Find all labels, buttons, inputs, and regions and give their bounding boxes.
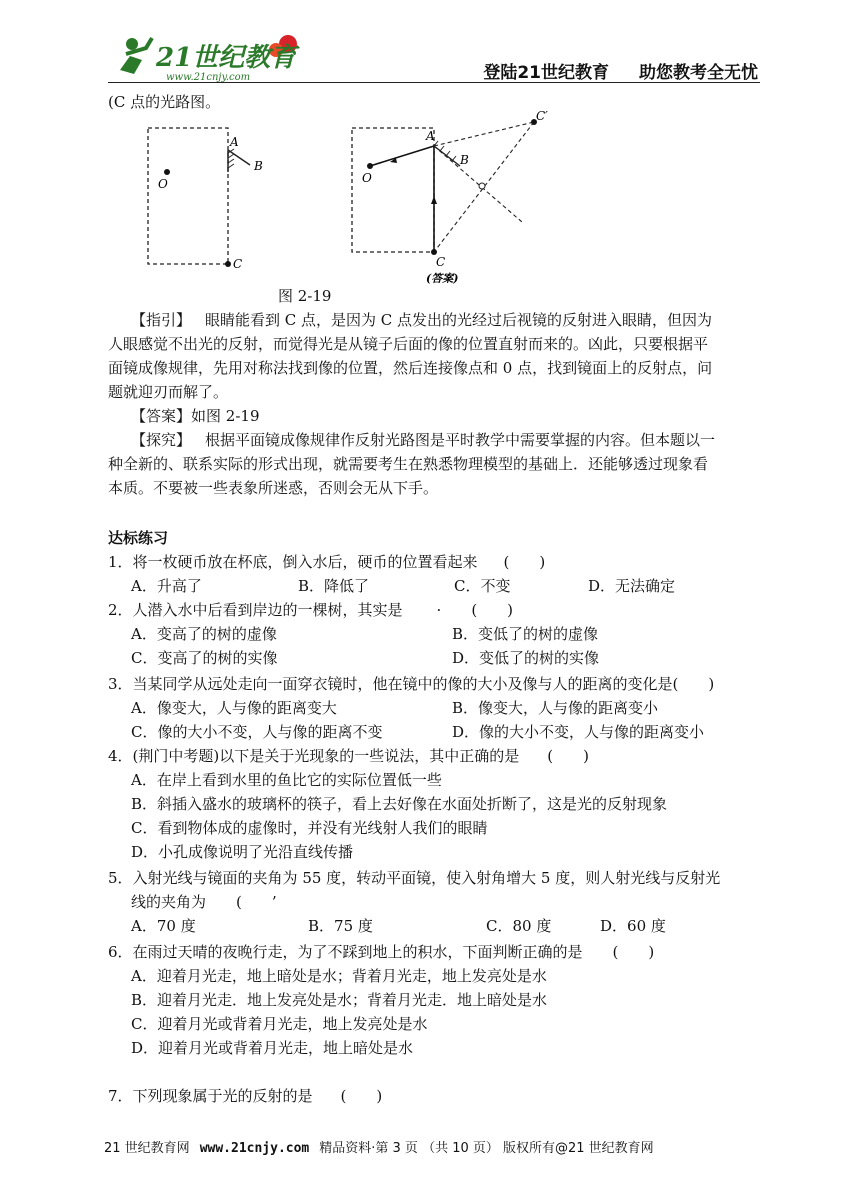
label-a-left: A — [230, 135, 239, 149]
slogan-left: 登陆21世纪教育 — [483, 63, 609, 83]
q6-option-d: D．迎着月光或背着月光走，地上暗处是水 — [131, 1039, 414, 1057]
q3-option-a: A．像变大，人与像的距离变大 — [131, 699, 337, 717]
intro-line: (C 点的光路图。 — [108, 93, 221, 111]
header-divider — [108, 82, 760, 83]
q2-stem: 2．人潜入水中后看到岸边的一棵树，其实是 · ( ) — [108, 601, 514, 619]
explore-line-3: 本质。不要被一些表象所迷惑，否则会无从下手。 — [108, 479, 439, 497]
q4-option-c: C．看到物体成的虚像时，并没有光线射人我们的眼睛 — [131, 819, 488, 837]
point-o-right — [367, 163, 373, 169]
figure-caption: 图 2-19 — [278, 287, 332, 305]
guide-line-4: 题就迎刃而解了。 — [108, 383, 229, 401]
mirror-left — [228, 150, 250, 165]
explore-label: 【探究】 — [131, 431, 192, 449]
q3-option-d: D．像的大小不变，人与像的距离变小 — [452, 723, 705, 741]
q3-option-b: B．像变大，人与像的距离变小 — [452, 699, 659, 717]
practice-title: 达标练习 — [108, 529, 169, 547]
q5-stem: 5．入射光线与镜面的夹角为 55 度，转动平面镜，使入射角增大 5 度，则人射光线与反射光 — [108, 869, 721, 887]
footer-site: 21 世纪教育网 — [104, 1141, 190, 1156]
site-logo — [112, 30, 302, 82]
q2-option-c: C．变高了的树的实像 — [131, 649, 278, 667]
answer-text: 如图 2-19 — [191, 407, 260, 425]
mirror-extension — [434, 146, 522, 222]
q2-option-a: A．变高了的树的虚像 — [131, 625, 277, 643]
label-c-left: C — [233, 257, 243, 271]
q4-option-b: B．斜插入盛水的玻璃杯的筷子，看上去好像在水面处折断了，这是光的反射现象 — [131, 795, 668, 813]
label-c-right: C — [436, 255, 446, 269]
guide-line-2: 人眼感觉不出光的反射，而觉得光是从镜子后面的像的位置直射而来的。凶此，只要根据平 — [108, 335, 709, 353]
q2-option-d: D．变低了的树的实像 — [452, 649, 600, 667]
logo-text: 21世纪教育 — [156, 43, 297, 73]
reflected-ray — [370, 146, 434, 166]
extension-line — [434, 122, 534, 146]
footer-info: 精品资料·第 3 页 （共 10 页） 版权所有@21 世纪教育网 — [319, 1141, 654, 1156]
q3-option-c: C．像的大小不变，人与像的距离不变 — [131, 723, 383, 741]
q1-option-b: B．降低了 — [298, 577, 370, 595]
q1-option-c: C．不变 — [454, 577, 511, 595]
guide-line-1: 【指引】 眼睛能看到 C 点，是因为 C 点发出的光经过后视镜的反射进入眼睛，但因为 — [131, 311, 713, 329]
q4-stem: 4．(荆门中考题)以下是关于光现象的一些说法，其中正确的是 ( ) — [108, 747, 589, 765]
figure-2-19 — [130, 110, 570, 285]
q5-option-b: B．75 度 — [308, 917, 373, 935]
q1-option-a: A．升高了 — [131, 577, 202, 595]
guide-label: 【指引】 — [131, 311, 192, 329]
q1-option-d: D．无法确定 — [588, 577, 676, 595]
explore-line-1: 【探究】 根据平面镜成像规律作反射光路图是平时教学中需要掌握的内容。但本题以一 — [131, 431, 716, 449]
label-o-right: O — [362, 171, 372, 185]
q1-stem: 1．将一枚硬币放在杯底，倒入水后，硬币的位置看起来 ( ) — [108, 553, 546, 571]
page-footer — [104, 1137, 654, 1156]
box-right — [352, 128, 434, 252]
q6-option-a: A．迎着月光走，地上暗处是水；背着月光走，地上发亮处是水 — [131, 967, 547, 985]
label-a-right: A — [426, 129, 435, 143]
q5-option-d: D．60 度 — [600, 917, 666, 935]
mirror-right — [434, 146, 460, 166]
q4-option-a: A．在岸上看到水里的鱼比它的实际位置低一些 — [131, 771, 442, 789]
answer-label: 【答案】 — [131, 407, 192, 425]
label-c-prime: C′ — [536, 110, 548, 123]
answer-line — [131, 404, 259, 428]
explore-line-2: 种全新的、联系实际的形式出现，就需要考生在熟悉物理模型的基础上．还能够透过现象看 — [108, 455, 709, 473]
label-o-left: O — [158, 177, 168, 191]
q7-stem: 7．下列现象属于光的反射的是 ( ) — [108, 1087, 383, 1105]
point-c-left — [225, 261, 231, 267]
slogan-right: 助您教考全无忧 — [639, 63, 758, 83]
q6-option-c: C．迎着月光或背着月光走，地上发亮处是水 — [131, 1015, 428, 1033]
answer-tag: (答案) — [426, 272, 459, 285]
q5-option-a: A．70 度 — [131, 917, 196, 935]
q5-stem-2: 线的夹角为 ( ’ — [131, 893, 277, 911]
q3-stem: 3．当某同学从远处走向一面穿衣镜时，他在镜中的像的大小及像与人的距离的变化是( ) — [108, 675, 715, 693]
box-left — [148, 128, 228, 264]
footer-url[interactable]: www.21cnjy.com — [199, 1141, 310, 1156]
guide-line-3: 面镜成像规律，先用对称法找到像的位置，然后连接像点和 0 点，找到镜面上的反射点，问 — [108, 359, 713, 377]
q6-stem: 6．在雨过天晴的夜晚行走，为了不踩到地上的积水，下面判断正确的是 ( ) — [108, 943, 655, 961]
q5-option-c: C．80 度 — [486, 917, 552, 935]
label-b-left: B — [254, 159, 263, 173]
header-slogan — [483, 58, 758, 83]
logo-url: www.21cnjy.com — [166, 72, 251, 82]
q6-option-b: B．迎着月光走．地上发亮处是水；背着月光走．地上暗处是水 — [131, 991, 548, 1009]
q2-option-b: B．变低了的树的虚像 — [452, 625, 599, 643]
q4-option-d: D．小孔成像说明了光沿直线传播 — [131, 843, 354, 861]
label-b-right: B — [460, 153, 469, 167]
point-o-left — [164, 169, 170, 175]
